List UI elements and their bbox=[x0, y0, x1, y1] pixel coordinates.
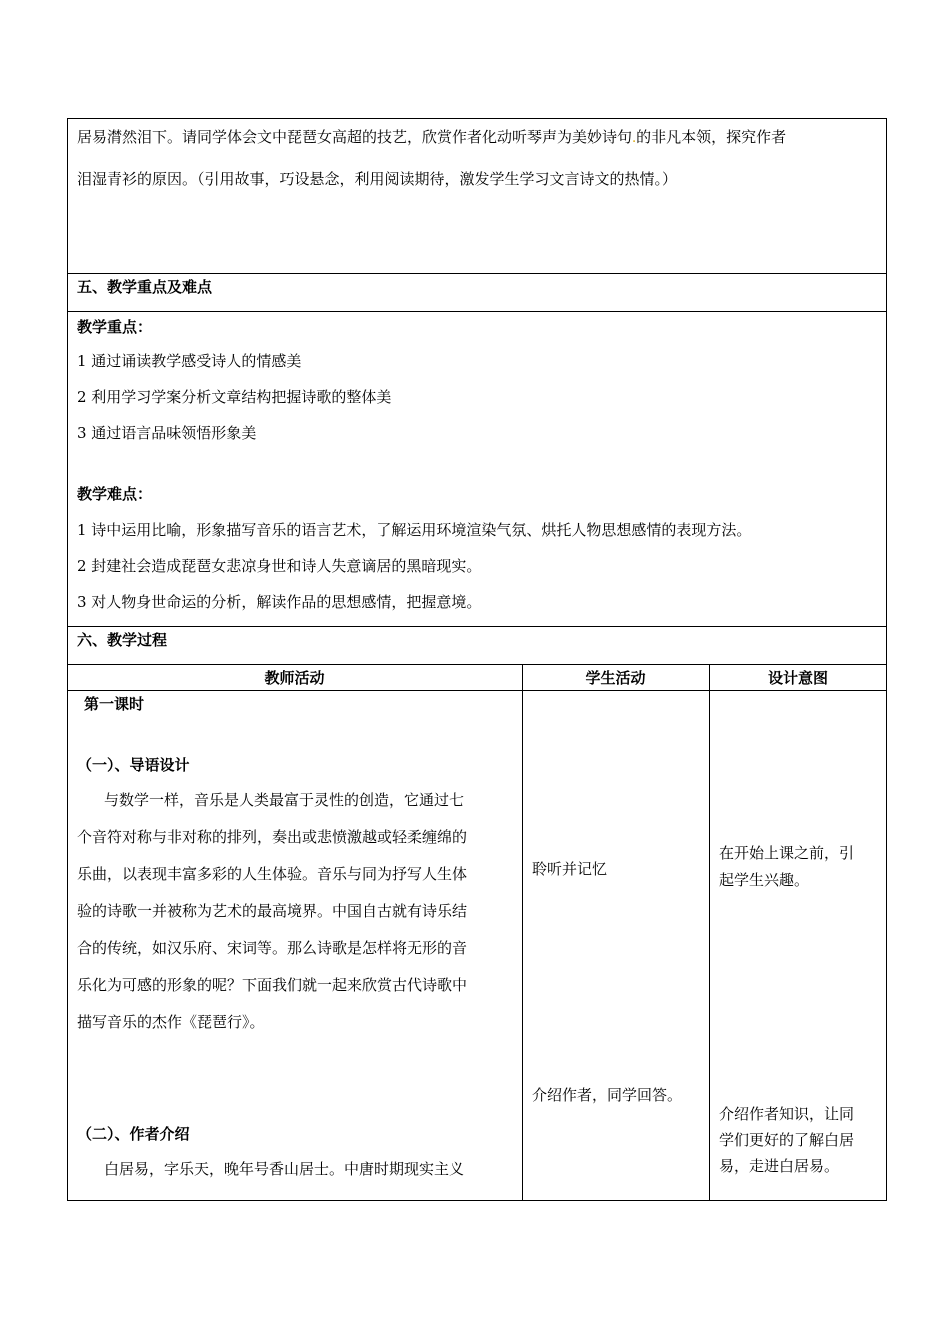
part1-line-6: 乐化为可感的形象的呢？下面我们就一起来欣赏古代诗歌中 bbox=[77, 976, 468, 994]
difficult-points-label: 教学难点： bbox=[77, 485, 153, 503]
part2-line-1: 白居易，字乐天，晚年号香山居士。中唐时期现实主义 bbox=[104, 1160, 465, 1178]
key-point-2: 2 利用学习学案分析文章结构把握诗歌的整体美 bbox=[77, 388, 392, 406]
column-header-intent: 设计意图 bbox=[767, 669, 828, 687]
part1-line-4: 验的诗歌一并被称为艺术的最高境界。中国自古就有诗乐结 bbox=[77, 902, 468, 920]
part1-line-5: 合的传统，如汉乐府、宋词等。那么诗歌是怎样将无形的音 bbox=[77, 939, 468, 957]
section6-heading: 六、教学过程 bbox=[77, 631, 168, 649]
intent-1-line-2: 起学生兴趣。 bbox=[719, 871, 810, 889]
part1-line-2: 个音符对称与非对称的排列，奏出或悲愤激越或轻柔缠绵的 bbox=[77, 828, 468, 846]
column-divider-2 bbox=[709, 664, 710, 1201]
intro-line-1: 居易潸然泪下。请同学体会文中琵琶女高超的技艺，欣赏作者化动听琴声为美妙诗句.的非凡本领，探究作者 bbox=[77, 128, 787, 146]
lesson-title: 第一课时 bbox=[84, 695, 145, 713]
part1-line-3: 乐曲，以表现丰富多彩的人生体验。音乐与同为抒写人生体 bbox=[77, 865, 468, 883]
part1-line-1: 与数学一样，音乐是人类最富于灵性的创造，它通过七 bbox=[104, 791, 465, 809]
part1-title: （一）、导语设计 bbox=[77, 756, 190, 774]
key-point-1: 1 通过诵读教学感受诗人的情感美 bbox=[77, 352, 302, 370]
part2-title: （二）、作者介绍 bbox=[77, 1125, 190, 1143]
section5-heading: 五、教学重点及难点 bbox=[77, 278, 213, 296]
intent-2-line-3: 易，走进白居易。 bbox=[719, 1157, 840, 1175]
intent-2-line-1: 介绍作者知识，让同 bbox=[719, 1105, 855, 1123]
key-points-label: 教学重点： bbox=[77, 318, 153, 336]
key-point-3: 3 通过语言品味领悟形象美 bbox=[77, 424, 257, 442]
column-divider-1 bbox=[522, 664, 523, 1201]
section6-heading-cell bbox=[67, 626, 887, 665]
intro-line-2: 泪湿青衫的原因。（引用故事，巧设悬念，利用阅读期待，激发学生学习文言诗文的热情。） bbox=[77, 170, 678, 188]
difficult-point-1: 1 诗中运用比喻，形象描写音乐的语言艺术，了解运用环境渲染气氛、烘托人物思想感情的表现方法。 bbox=[77, 521, 752, 539]
part1-line-7: 描写音乐的杰作《琵琶行》。 bbox=[77, 1013, 265, 1031]
handwritten-mark-icon: . bbox=[632, 131, 637, 146]
student-activity-2: 介绍作者，同学回答。 bbox=[532, 1086, 683, 1104]
column-header-teacher: 教师活动 bbox=[264, 669, 325, 687]
intent-2-line-2: 学们更好的了解白居 bbox=[719, 1131, 855, 1149]
difficult-point-3: 3 对人物身世命运的分析，解读作品的思想感情，把握意境。 bbox=[77, 593, 482, 611]
column-header-student: 学生活动 bbox=[585, 669, 646, 687]
student-activity-1: 聆听并记忆 bbox=[532, 860, 608, 878]
intent-1-line-1: 在开始上课之前，引 bbox=[719, 844, 855, 862]
difficult-point-2: 2 封建社会造成琵琶女悲凉身世和诗人失意谪居的黑暗现实。 bbox=[77, 557, 482, 575]
